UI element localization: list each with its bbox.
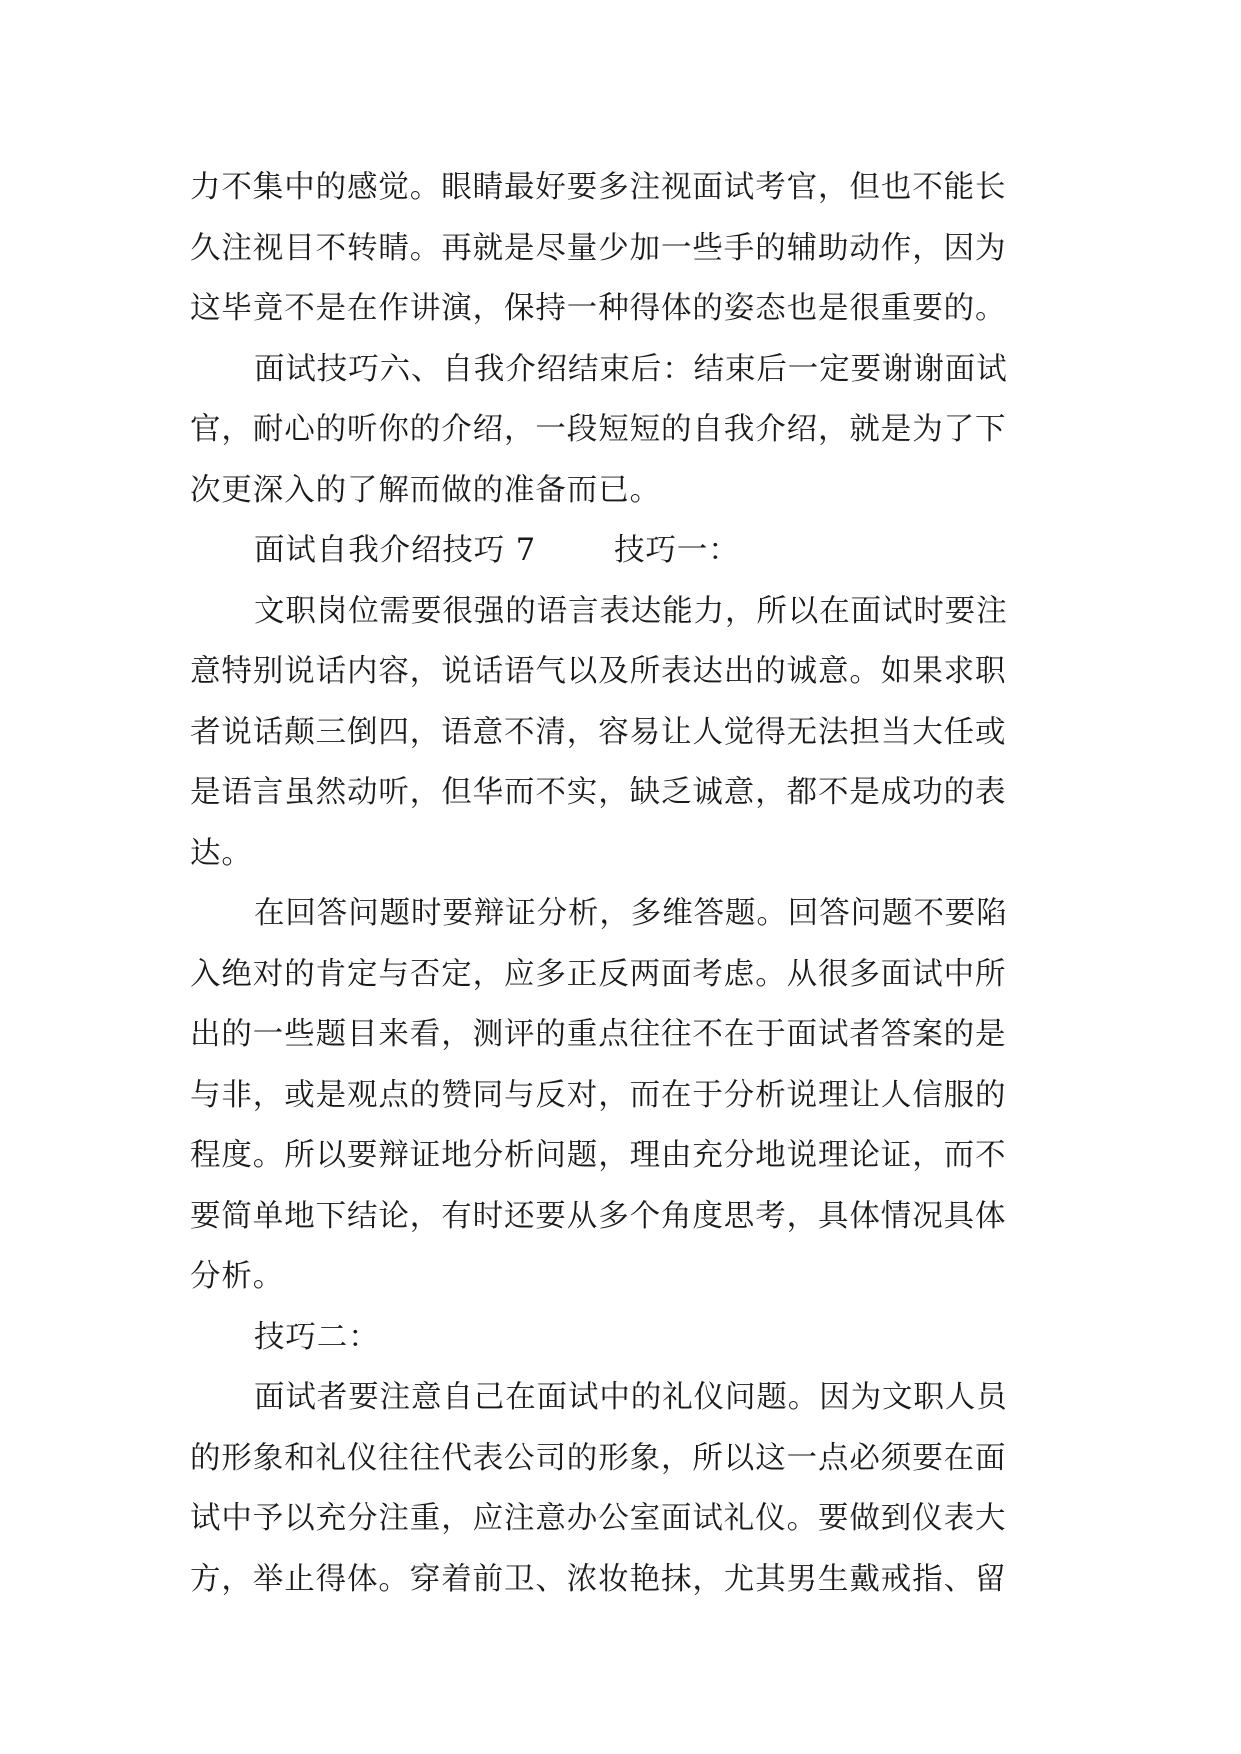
text-line: 达。 bbox=[190, 835, 253, 871]
text-line: 者说话颠三倒四，语意不清，容易让人觉得无法担当大任或 bbox=[190, 714, 1007, 750]
text-line: 要简单地下结论，有时还要从多个角度思考，具体情况具体 bbox=[190, 1198, 1007, 1234]
text-line: 的形象和礼仪往往代表公司的形象，所以这一点必须要在面 bbox=[190, 1440, 1007, 1476]
text-line: 分析。 bbox=[190, 1259, 285, 1294]
text-line: 入绝对的肯定与否定，应多正反两面考虑。从很多面试中所 bbox=[190, 956, 1007, 992]
paragraph-start-line: 面试技巧六、自我介绍结束后：结束后一定要谢谢面试 bbox=[254, 351, 1008, 387]
text-line: 与非，或是观点的赞同与反对，而在于分析说理让人信服的 bbox=[190, 1077, 1007, 1113]
text-line: 久注视目不转睛。再就是尽量少加一些手的辅助动作，因为 bbox=[190, 230, 1007, 266]
text-line: 官，耐心的听你的介绍，一段短短的自我介绍，就是为了下 bbox=[190, 412, 1007, 447]
text-line: 试中予以充分注重，应注意办公室面试礼仪。要做到仪表大 bbox=[190, 1501, 1007, 1536]
paragraph-start-line: 在回答问题时要辩证分析，多维答题。回答问题不要陷 bbox=[254, 896, 1008, 931]
text-line: 这毕竟不是在作讲演，保持一种得体的姿态也是很重要的。 bbox=[190, 291, 1007, 326]
text-line: 出的一些题目来看，测评的重点往往不在于面试者答案的是 bbox=[190, 1017, 1007, 1052]
text-line: 力不集中的感觉。眼睛最好要多注视面试考官，但也不能长 bbox=[190, 170, 1007, 205]
text-line: 方，举止得体。穿着前卫、浓妆艳抹，尤其男生戴戒指、留 bbox=[190, 1561, 1007, 1597]
text-line: 是语言虽然动听，但华而不实，缺乏诚意，都不是成功的表 bbox=[190, 775, 1007, 810]
document-body bbox=[190, 158, 1055, 1610]
text-line: 意特别说话内容，说话语气以及所表达出的诚意。如果求职 bbox=[190, 654, 1007, 689]
section-heading-line bbox=[190, 521, 1055, 582]
text-line: 程度。所以要辩证地分析问题，理由充分地说理论证，而不 bbox=[190, 1138, 1007, 1173]
paragraph-start-line: 文职岗位需要很强的语言表达能力，所以在面试时要注 bbox=[254, 593, 1008, 629]
subsection-heading: 技巧一： bbox=[614, 533, 740, 568]
section-heading: 面试自我介绍技巧 7 bbox=[254, 533, 537, 568]
subsection-heading: 技巧二： bbox=[254, 1319, 380, 1355]
text-line: 次更深入的了解而做的准备而已。 bbox=[190, 472, 661, 508]
paragraph-start-line: 面试者要注意自己在面试中的礼仪问题。因为文职人员 bbox=[254, 1380, 1008, 1415]
